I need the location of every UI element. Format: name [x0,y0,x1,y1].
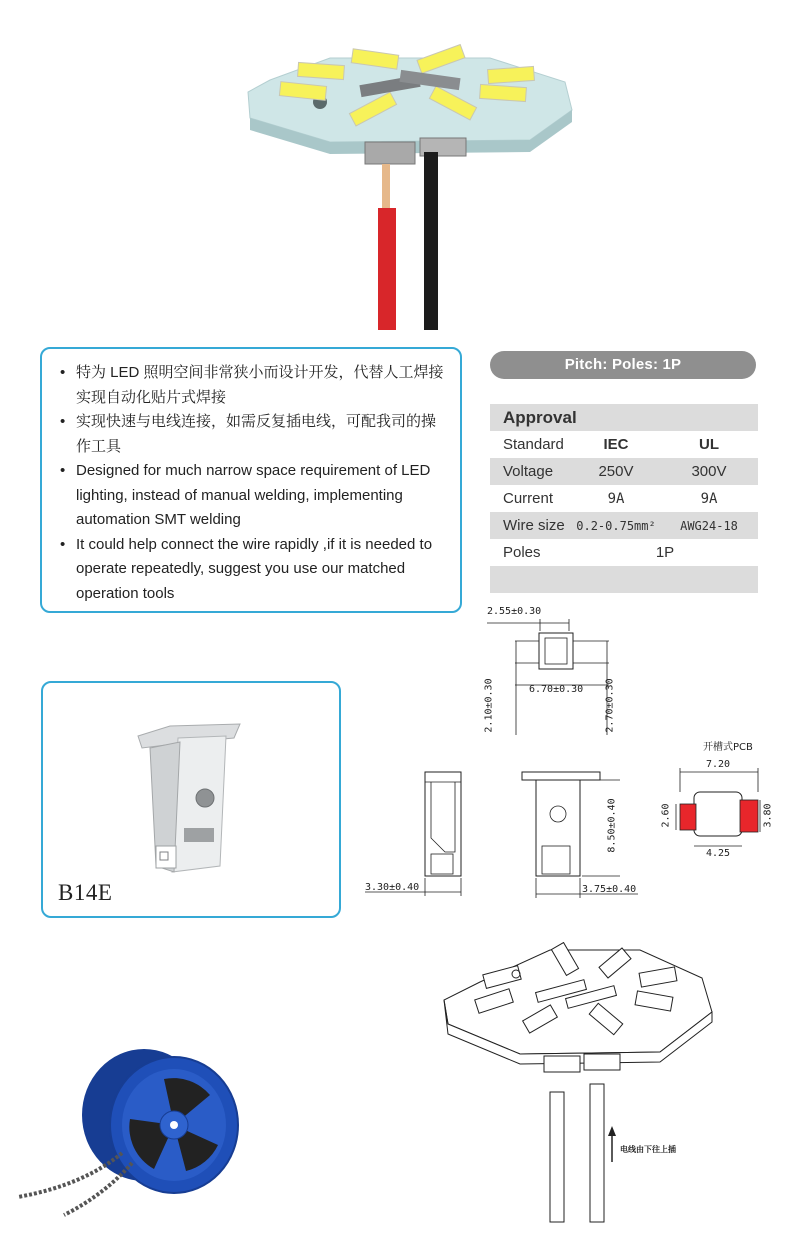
approval-title: Approval [503,407,577,427]
table-row [490,485,758,512]
ul-value: 9A [700,490,718,507]
pitch-poles-bar: Pitch: Poles: 1P [490,351,756,379]
row-label: Current [503,490,554,507]
pcb-slot-drawing [660,758,780,868]
dim-front-width: 3.75±0.40 [582,884,637,895]
dim-pcb-left: 2.60 [660,803,672,828]
ul-value: 300V [691,463,727,480]
table-row [490,539,758,566]
spring-clip-image [130,716,250,886]
approval-table [490,404,758,593]
wire-insert-note: 电线由下往上插 [620,1145,676,1154]
feature-list-box [40,347,462,613]
table-row [490,458,758,485]
feature-item: • 特为 LED 照明空间非常狭小而设计开发，代替人工焊接实现自动化贴片式焊接 [64,361,446,410]
iec-value: 250V [598,463,634,480]
table-row [490,431,758,458]
tape-reel-icon [14,1045,264,1220]
dim-front-height: 8.50±0.40 [606,798,618,853]
ul-header: UL [699,436,719,453]
feature-item: • It could help connect the wire rapidly ,if it is needed to operate repeatedly, suggest you use our matched operation tools [64,533,446,607]
feature-item: • Designed for much narrow space requirement of LED lighting, instead of manual welding, implementing automation SMT welding [64,459,446,533]
dim-side-width: 3.30±0.40 [365,882,420,893]
feature-item: • 实现快速与电线连接，如需反复插电线，可配我司的操作工具 [64,410,446,459]
pcb-title: 开槽式PCB [703,742,753,753]
dim-left-height: 2.10±0.30 [483,678,495,733]
dim-right-height: 2.70±0.30 [604,678,616,733]
feature-list [64,361,446,606]
approval-title-row [490,404,758,431]
table-row [490,512,758,539]
side-view-drawing [365,768,465,903]
row-label: Poles [503,544,541,561]
dim-pcb-bottom: 4.25 [706,848,731,859]
dim-top-width: 2.55±0.30 [487,606,542,617]
row-label: Wire size [503,517,565,534]
part-number-label: B14E [58,880,113,905]
standard-label: Standard [503,436,564,453]
front-view-drawing [520,768,640,903]
led-module-icon [240,40,585,335]
top-view-drawing [485,605,625,740]
dim-pcb-width: 7.20 [706,759,731,770]
dim-pcb-right: 3.80 [762,803,774,828]
led-module-photo [240,40,585,335]
ul-value: AWG24-18 [680,518,738,533]
tape-reel-image [14,1045,264,1220]
assembly-drawing [440,942,720,1232]
iec-value: 0.2-0.75mm² [576,518,656,533]
iec-header: IEC [603,436,629,453]
dim-inner-width: 6.70±0.30 [529,684,584,695]
table-spacer-row [490,566,758,593]
iec-value: 9A [607,490,625,507]
poles-value: 1P [655,544,675,561]
spring-clip-icon [130,716,250,886]
row-label: Voltage [503,463,554,480]
